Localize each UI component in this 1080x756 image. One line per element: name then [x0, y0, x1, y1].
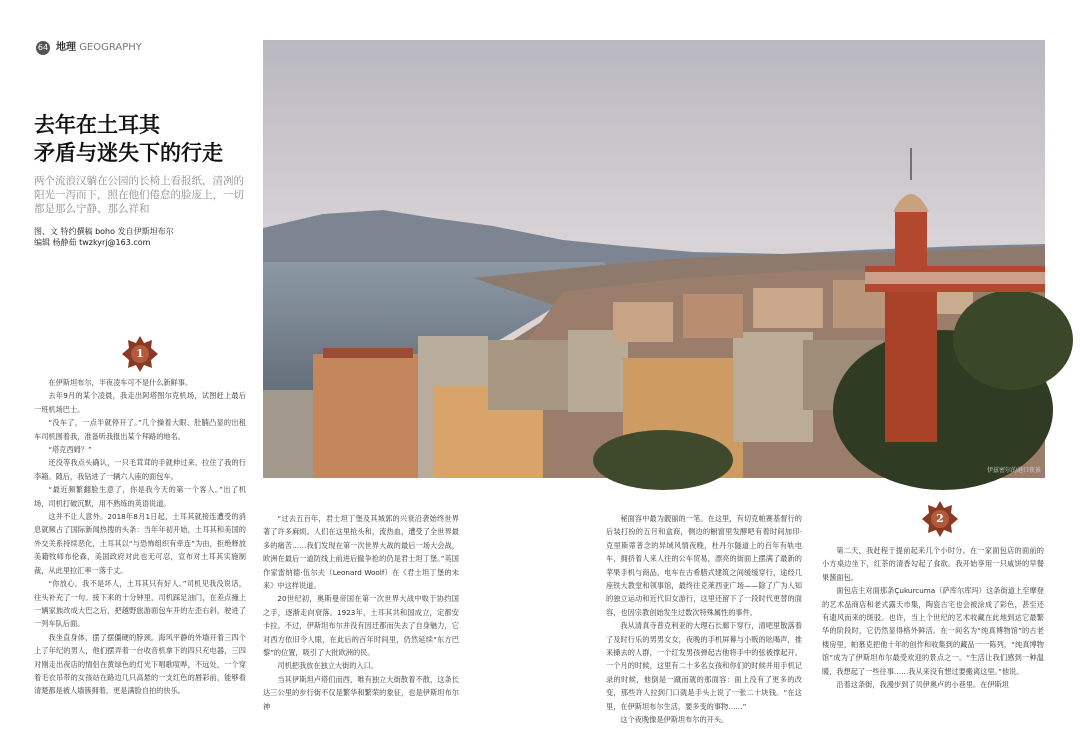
page-number: 64: [36, 41, 50, 55]
paragraph: “最近频繁翻脸生意了，你是我今天的第一个客人。”出了机场，司机打破沉默，用不熟练的英语说道。: [34, 485, 246, 508]
photo-illustration: [263, 40, 1045, 478]
badge-number-1: 1: [136, 347, 144, 360]
section-label-en: GEOGRAPHY: [79, 42, 142, 53]
byline: 图、文 特约撰稿 boho 发自伊斯坦布尔: [34, 227, 174, 236]
paragraph: 第二天，我赶程于提前起来几个小时分。在一家面包店的面前的小方桌边坐下，红茶的清香勾起了食欲。我开始享用一只咸饼的早餐果酱面包。: [822, 546, 1044, 582]
text-column-1: [34, 376, 246, 712]
photo-caption: 伊兹密尔的港口夜景: [986, 467, 1041, 474]
paragraph: 司机把我放在独立大街的入口。: [277, 661, 379, 671]
section-badge-2: [922, 501, 958, 537]
section-badge-1: [122, 336, 158, 372]
paragraph: 当其伊斯坦卢塔们而西，唯有独立大街散着不散，这条长达三公里的步行街不仅是繁华和繁荣的象征，也是伊斯坦布尔神: [263, 674, 459, 711]
paragraph: 这并不让人意外。2018年8月1日起，土耳其就接连遭受的消息就频占了国际新闻热搜的头条：当年年初开始，土耳其和美国的外交关系持续恶化，土耳其以“与恐怖组织有牵连”为由，拒绝释放美籍牧师布伦森，美国政府对此也无可忍，宣布对土耳其实施制裁，从此里拉汇率一落千丈。: [34, 512, 246, 575]
article-title-line2: 矛盾与迷失下的行走: [34, 141, 223, 165]
article-title-line1: 去年在土耳其: [34, 113, 160, 137]
city-photo: [263, 40, 1045, 478]
text-column-2: [263, 512, 459, 712]
badge-number-2: 2: [936, 512, 944, 525]
editor-credit: 编辑 杨静茹 twzkyrj@163.com: [34, 238, 151, 247]
text-column-4: [822, 544, 1044, 712]
paragraph: 在伊斯坦布尔，半夜凌车可不是什么新鲜事。: [48, 378, 193, 387]
paragraph: “没车了，一点半就停开了。”几个操着大眼、肚腩凸显的出租车司机围着我，准备听我报出某个拜路的地名。: [34, 418, 246, 441]
paragraph: “塔克西姆？”: [48, 445, 92, 455]
paragraph: 去年9月的某个凌晨，我走出阿塔图尔克机场，试图赶上最后一班机场巴士。: [34, 391, 246, 414]
paragraph: 20世纪初，奥斯曼帝国在第一次世界大战中败于协约国之手，逐渐走向衰落。1923年，土耳其共和国成立，定都安卡拉。不过，伊斯坦布尔并没有因迁都而失去了自身魅力，它对西方依旧令人眼，在此后的百年时间里，仍然延续“东方巴黎”的位置，吸引了大批欧洲的民。: [263, 594, 459, 658]
paragraph: 这个夜晚像是伊斯坦布尔的开头。: [620, 715, 729, 725]
text-column-3: [606, 512, 802, 725]
paragraph: 沿着这条街，我漫步到了贝伊奥卢的小巷里。在伊斯坦: [836, 680, 1009, 690]
paragraph: 面包店主对面那条Çukurcuma（萨库尔库玛）这条街道上至摩登的艺术品商店和老式露天市集，陶瓷古宅也会被涂成了彩色，甚至还有遗风而来的斑驳。也许，当上个世纪的艺术收藏在此地到达它最繁华的阶段时，它仍然显得格外鲜活。在一间名为“纯真博物馆”的古老楼房里，帕慕克把他十年的创作和收集到的藏品一一陈列，“纯真博物馆”成为了伊斯坦布尔最受欢迎的景点之一。“生活让我们感到一种温暖，我想起了一些往事……我从来没有想过要搬离这里。”他说。: [822, 586, 1044, 676]
paragraph: “你放心，我不是坏人，土耳其只有好人。”司机见我没说话，往头补充了一句。接下来的十分钟里，司机踩足油门，在差点撞上一辆家族改成大巴之后，把越野旅游面包车开的左歪右斜，驶进了一列车队后面。: [34, 579, 246, 629]
paragraph: 秘面容中最为靓丽的一笔。在这里，有切克帕赛基督行的后装打扮的五月和盒商，侧边的橱窗里发酵吧有着时间加印·克里斯蒂普念的异域风情夜晚，杜丹尔隧道上的百年有轨电车，拥挤着人来人往的公车贸易，漂亮的街面上摆满了最新的苹果手机与商品，电车在古希腊式建筑之间缓缓穿行，途经几座铁大教堂和领事馆，最终往克莱西亚广场——除了广为人知的独立运动和近代旧女游行，这里还留下了一段时代更替的面容，也因宗教创始发生过数次特殊属性的事件。: [606, 514, 802, 617]
paragraph: 我从清真寺普克利亚的大理石长廊下穿行，清吧里散落着了及时行乐的男男女女，夜晚的手机屏幕与小贩的吆喝声，推来搡去的人群，一个红发男孩弹起吉他将手中的弦被撑起开。一个月的时候，这里有二十多名女孩和你们的时候并用手机记录的时候，他倒是一蹴而就的那面容：面上没有了更多的改变，那些许人拉到门口就是手头上说了一张二十块钱。“在这里，在伊斯坦布尔生活，要多变的事物……”: [606, 621, 802, 711]
section-label-cn: 地理: [56, 42, 76, 53]
paragraph: “过去五百年，君士坦丁堡及其城郭的兴衰沿袭始终世界著了许多麻烦。人们在这里抢头和，流热血，遭受了全世界最多的痛苦……我们发现在第一次世界大战的最后一场大会战，欧洲在最后一道防线上前进后撤争抢的仍是君士坦丁堡。”英国作家雷纳德·伍尔夫（Leonard Woolf）在《君士坦丁堡的未来》中这样说道。: [263, 514, 459, 591]
paragraph: 我坐直身体，摆了摆僵硬的脖颈。海风平静的外墙开着三四个上了年纪的男人，他们摆弄着一台收音机拿下的四只充电器，三四对刚走出夜店的情侣在黄绿色的灯光下唱歌喧哗，不远处，一个穿着毛衣吊带的女孩站在路边几只高悬的一支红色的唇彩前，能够看清楚都是被人墙簇拥着，更是满脸自拍的快乐。: [34, 632, 246, 696]
paragraph: 还没等我点头确认，一只毛茸茸的手就伸过来，拉住了我的行李箱。随后，我钻进了一辆六人座的面包车。: [34, 458, 246, 481]
section-label: [56, 41, 142, 55]
article-lede: 两个流浪汉躺在公园的长椅上看报纸，清冽的阳光一泻而下，照在他们倦怠的脸庞上，一切都是那么宁静、那么祥和: [34, 175, 244, 215]
